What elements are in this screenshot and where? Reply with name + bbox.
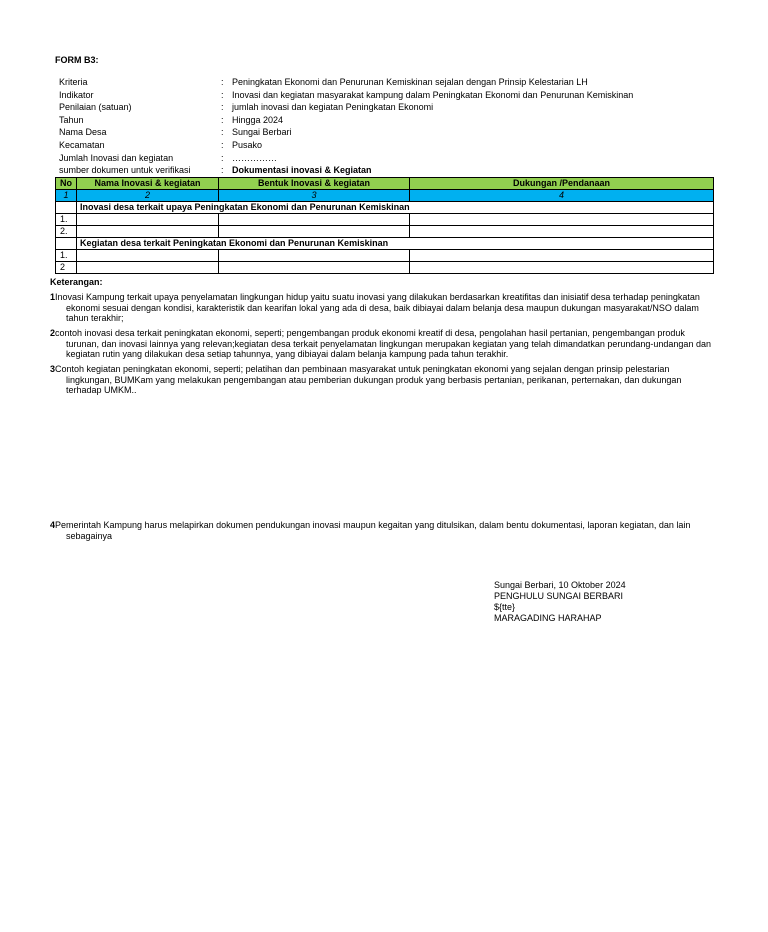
cell-dukungan[interactable] xyxy=(410,214,714,226)
info-colon: : xyxy=(221,77,224,87)
info-value: Dokumentasi inovasi & Kegiatan xyxy=(232,165,372,176)
form-title: FORM B3: xyxy=(55,55,99,65)
cell-dukungan[interactable] xyxy=(410,250,714,262)
cell-nama[interactable] xyxy=(77,226,219,238)
col-number: 4 xyxy=(410,190,714,202)
info-colon: : xyxy=(221,165,224,176)
header-no: No xyxy=(56,178,77,190)
row-number: 1. xyxy=(56,214,77,226)
cell-bentuk[interactable] xyxy=(219,226,410,238)
info-colon: : xyxy=(221,139,224,150)
section-row-inovasi xyxy=(56,202,714,214)
info-label: Jumlah Inovasi dan kegiatan xyxy=(59,152,174,163)
table-number-row xyxy=(56,190,714,202)
info-label: Nama Desa xyxy=(59,127,107,138)
signature-place-date: Sungai Berbari, 10 Oktober 2024 xyxy=(494,580,626,590)
section-empty-cell xyxy=(410,238,714,250)
cell-nama[interactable] xyxy=(77,250,219,262)
signature-tte: ${tte} xyxy=(494,602,516,612)
info-value: jumlah inovasi dan kegiatan Peningkatan Ekonomi xyxy=(232,102,434,113)
note-number: 2 xyxy=(50,328,56,338)
section-title-inovasi: Inovasi desa terkait upaya Peningkatan Ekonomi dan Penurunan Kemiskinan xyxy=(77,202,410,214)
section-row-kegiatan xyxy=(56,238,714,250)
info-colon: : xyxy=(221,127,224,138)
section-title-kegiatan: Kegiatan desa terkait Peningkatan Ekonomi dan Penurunan Kemiskinan xyxy=(77,238,410,250)
col-number: 2 xyxy=(77,190,219,202)
signature-position: PENGHULU SUNGAI BERBARI xyxy=(494,591,624,601)
table-row xyxy=(56,226,714,238)
info-label: Kriteria xyxy=(59,77,88,87)
note-1 xyxy=(50,292,714,324)
info-label: Penilaian (satuan) xyxy=(59,102,132,113)
note-2 xyxy=(50,328,714,360)
header-bentuk: Bentuk Inovasi & kegiatan xyxy=(219,178,410,190)
row-number: 1. xyxy=(56,250,77,262)
section-empty-cell xyxy=(410,202,714,214)
info-label: Kecamatan xyxy=(59,139,105,150)
info-colon: : xyxy=(221,114,224,125)
col-number: 3 xyxy=(219,190,410,202)
info-label: Tahun xyxy=(59,114,84,125)
signature-name: MARAGADING HARAHAP xyxy=(494,613,602,623)
section-no-cell xyxy=(56,238,77,250)
note-text: Contoh kegiatan peningkatan ekonomi, seperti; pelatihan dan pembinaan masyarakat untuk peningkatan ekonomi yang sejalan dengan prinsip pelestarian lingkungan, BUMKam yang melakukan pengembangan atau pemberian dukungan produk yang berbasis pertanian, perikanan, perternakan, dan dukungan terhadap UMKM.. xyxy=(55,364,682,396)
keterangan-title: Keterangan: xyxy=(50,277,103,287)
info-colon: : xyxy=(221,89,224,100)
note-4 xyxy=(50,520,714,541)
cell-bentuk[interactable] xyxy=(219,262,410,274)
cell-dukungan[interactable] xyxy=(410,226,714,238)
info-value: Sungai Berbari xyxy=(232,127,292,138)
cell-nama[interactable] xyxy=(77,214,219,226)
table-row xyxy=(56,262,714,274)
inovasi-table xyxy=(55,177,714,274)
section-no-cell xyxy=(56,202,77,214)
info-label: Indikator xyxy=(59,89,94,100)
header-nama: Nama Inovasi & kegiatan xyxy=(77,178,219,190)
table-header-row xyxy=(56,178,714,190)
note-number: 4 xyxy=(50,520,56,530)
info-label: sumber dokumen untuk verifikasi xyxy=(59,165,191,176)
note-number: 3 xyxy=(50,364,56,374)
note-text: Inovasi Kampung terkait upaya penyelamatan lingkungan hidup yaitu suatu inovasi yang dilakukan berdasarkan kreatifitas dan inisiatif desa terhadap peningkatan ekonomi sesuai dengan kondisi, karakteristik dan kearifan lokal yang ada di desa, baik dibiayai dalam belanja desa maupun dukungan masyarakat/NSO dalam tahun terakhir; xyxy=(55,292,700,324)
note-3 xyxy=(50,364,714,396)
info-value: Inovasi dan kegiatan masyarakat kampung dalam Peningkatan Ekonomi dan Penurunan Kemiskinan xyxy=(232,89,634,100)
table-row xyxy=(56,214,714,226)
row-number: 2. xyxy=(56,226,77,238)
note-text: Pemerintah Kampung harus melapirkan dokumen pendukungan inovasi maupun kegaitan yang ditulsikan, dalam bentu dokumentasi, laporan kegiatan, dan lain sebagainya xyxy=(55,520,691,541)
cell-nama[interactable] xyxy=(77,262,219,274)
info-value: Pusako xyxy=(232,139,263,150)
info-colon: : xyxy=(221,102,224,113)
note-text: contoh inovasi desa terkait peningkatan ekonomi, seperti; pengembangan produk ekonomi kreatif di desa, pengolahan hasil pertanian, pengembangan produk turunan, dan inovasi lainnya yang relevan;kegiatan desa terkait penyelamatan lingkungan merupakan kegiatan yang telah dimandatkan perundang-undangan dan kegiatan rutin yang dilakukan desa setiap tahunnya, yang dibiayai dalam belanja kampung pada tahun terakhir. xyxy=(55,328,711,360)
signature-block xyxy=(494,580,626,624)
cell-bentuk[interactable] xyxy=(219,214,410,226)
info-colon: : xyxy=(221,152,224,163)
info-value: Hingga 2024 xyxy=(232,114,284,125)
row-number: 2 xyxy=(56,262,77,274)
info-value: Peningkatan Ekonomi dan Penurunan Kemiskinan sejalan dengan Prinsip Kelestarian LH xyxy=(232,77,588,87)
info-value: …………… xyxy=(232,152,277,163)
table-row xyxy=(56,250,714,262)
col-number: 1 xyxy=(56,190,77,202)
note-number: 1 xyxy=(50,292,56,302)
cell-bentuk[interactable] xyxy=(219,250,410,262)
header-dukungan: Dukungan /Pendanaan xyxy=(410,178,714,190)
cell-dukungan[interactable] xyxy=(410,262,714,274)
